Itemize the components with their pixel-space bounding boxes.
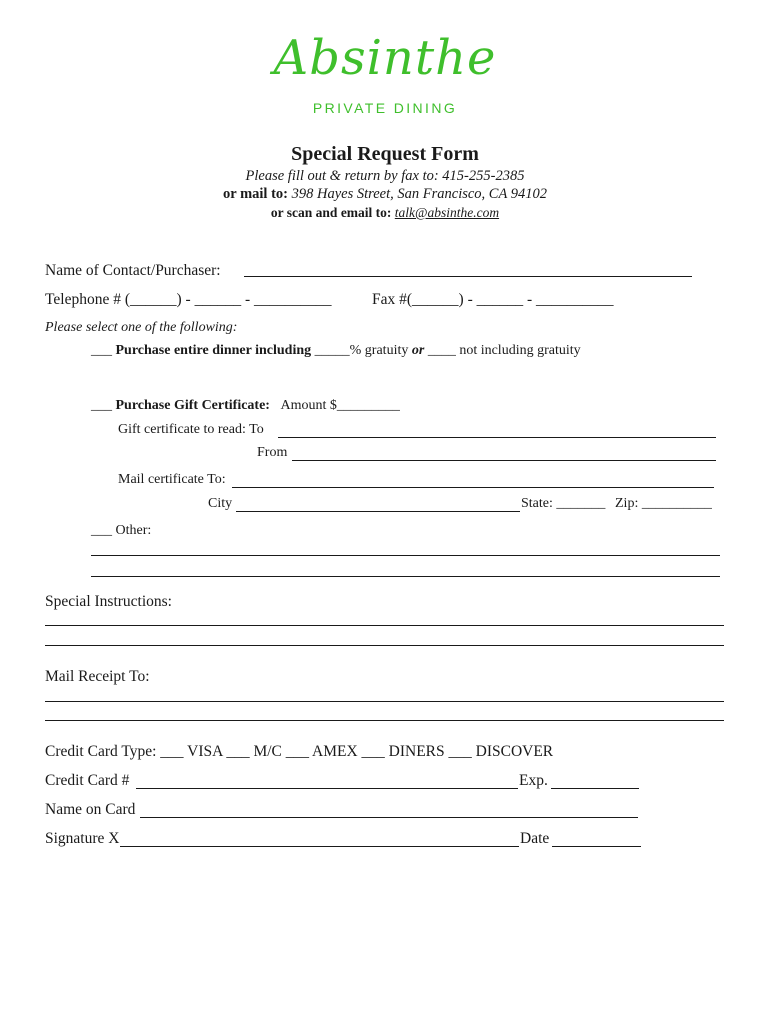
- gift-from-label: From: [257, 445, 288, 460]
- gift-read-label: Gift certificate to read: To: [118, 422, 264, 437]
- exp-field[interactable]: [551, 788, 639, 789]
- card-type-field[interactable]: Credit Card Type: ___ VISA ___ M/C ___ AMEX ___ DINERS ___ DISCOVER: [45, 743, 554, 760]
- mail-address: 398 Hayes Street, San Francisco, CA 94102: [291, 186, 547, 202]
- mail-instruction: [0, 186, 770, 203]
- other-line-1[interactable]: [91, 555, 720, 556]
- fax-instruction: Please fill out & return by fax to: 415-255-2385: [245, 168, 525, 184]
- city-field[interactable]: [236, 511, 520, 512]
- contact-name-field[interactable]: [244, 276, 692, 277]
- logo-subtitle: PRIVATE DINING: [312, 100, 458, 116]
- date-field[interactable]: [552, 846, 641, 847]
- gift-from-field[interactable]: [292, 460, 716, 461]
- page-title: Special Request Form: [291, 143, 479, 165]
- name-on-card-field[interactable]: [140, 817, 638, 818]
- mail-receipt-line-1[interactable]: [45, 701, 724, 702]
- signature-label: Signature X: [45, 830, 120, 847]
- gift-checkbox[interactable]: ___: [91, 398, 112, 413]
- fax-field[interactable]: Fax #(______) - ______ - __________: [372, 291, 614, 308]
- gratuity-field[interactable]: _____% gratuity: [314, 343, 409, 358]
- special-instructions-label: Special Instructions:: [45, 593, 172, 610]
- contact-name-label: Name of Contact/Purchaser:: [45, 262, 221, 279]
- card-number-label: Credit Card #: [45, 772, 130, 789]
- date-label: Date: [520, 830, 550, 847]
- dinner-option: [91, 343, 581, 359]
- city-label: City: [208, 496, 233, 511]
- gift-to-field[interactable]: [278, 437, 716, 438]
- logo-wordmark: Absinthe: [273, 30, 497, 86]
- email-label: or scan and email to:: [270, 205, 392, 220]
- gift-amount-field[interactable]: Amount $_________: [280, 398, 400, 413]
- gift-option: [91, 398, 400, 414]
- no-gratuity-field[interactable]: ____ not including gratuity: [427, 343, 581, 358]
- dinner-checkbox[interactable]: ___: [91, 343, 112, 358]
- state-field[interactable]: State: _______: [521, 496, 606, 511]
- mail-certificate-field[interactable]: [232, 487, 714, 488]
- mail-certificate-label: Mail certificate To:: [118, 472, 226, 487]
- mail-label: or mail to:: [223, 186, 288, 202]
- mail-receipt-line-2[interactable]: [45, 720, 724, 721]
- mail-receipt-label: Mail Receipt To:: [45, 668, 150, 685]
- dinner-label: Purchase entire dinner including: [115, 343, 312, 358]
- zip-field[interactable]: Zip: __________: [615, 496, 712, 511]
- telephone-field[interactable]: Telephone # (______) - ______ - __________: [45, 291, 332, 308]
- exp-label: Exp.: [519, 772, 548, 789]
- gift-label: Purchase Gift Certificate:: [115, 398, 270, 413]
- name-on-card-label: Name on Card: [45, 801, 136, 818]
- other-line-2[interactable]: [91, 576, 720, 577]
- special-instructions-line-1[interactable]: [45, 625, 724, 626]
- other-option[interactable]: ___ Other:: [91, 523, 152, 538]
- select-instruction: Please select one of the following:: [45, 320, 238, 335]
- special-instructions-line-2[interactable]: [45, 645, 724, 646]
- signature-field[interactable]: [120, 846, 519, 847]
- email-instruction: [0, 205, 770, 221]
- email-link[interactable]: talk@absinthe.com: [394, 205, 500, 220]
- or-text: or: [411, 343, 425, 358]
- card-number-field[interactable]: [136, 788, 518, 789]
